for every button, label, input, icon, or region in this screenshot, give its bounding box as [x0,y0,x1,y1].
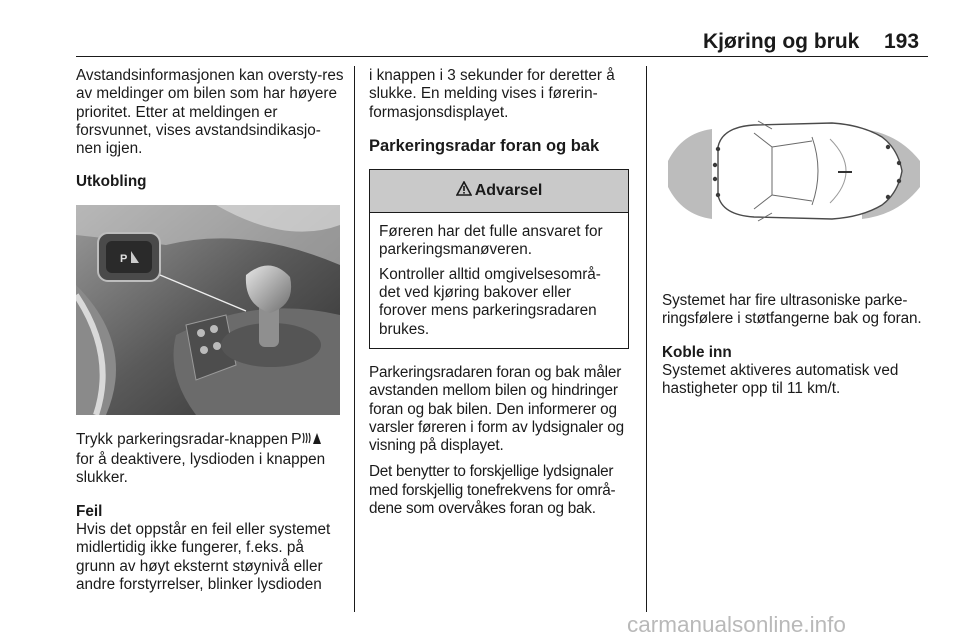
warning-paragraph-2: Kontroller alltid omgivelsesområ-det ved kjøring bakover eller forover mens parkeringsradaren brukes. [379,265,601,338]
column-divider-1 [354,66,355,612]
gear-console-photo [76,205,340,415]
warning-paragraph-1: Føreren har det fulle ansvaret for parkeringsmanøveren. [379,223,603,259]
column-divider-2 [646,66,647,612]
radar-paragraph-1: Parkeringsradaren foran og bak måler avstanden mellom bilen og hindringer foran og bak bilen. Den informerer og varsler føreren i form av lydsignaler og visning på displayet. [369,363,624,455]
koble-inn-heading: Koble inn [662,343,732,361]
utkobling-paragraph-2: for å deaktivere, lysdioden i knappen slukker. [76,451,326,487]
watermark: carmanualsonline.info [627,612,846,637]
intro-paragraph: Avstandsinformasjonen kan oversty-res av meldinger om bilen som har høyere prioritet. Etter at meldingen er forsvunnet, vises avstandsindikasjo-nen igjen. [76,67,344,158]
utkobling-paragraph: Trykk parkeringsradar-knappen P [76,430,346,451]
column-3 [662,67,932,398]
warning-title: Advarsel [474,182,543,200]
page-number: 193 [884,30,920,53]
header-rule [76,56,928,57]
sensor-description: Systemet har fire ultrasoniske parke-ringsfølere i støtfangerne bak og foran. [662,292,922,328]
column-2 [369,67,637,518]
utkobling-heading: Utkobling [76,173,147,191]
svg-text:P: P [120,252,128,265]
radar-paragraph-2: Det benytter to forskjellige lydsignaler med forskjellig tonefrekvens for områ-dene som overvåkes foran og bak. [369,463,616,518]
header-title: Kjøring og bruk [703,30,860,53]
parking-sensor-diagram [662,67,926,277]
warning-body [370,213,628,348]
feil-heading: Feil [76,502,103,520]
warning-triangle-icon [456,181,472,201]
continuation-paragraph: i knappen i 3 sekunder for deretter å slukke. En melding vises i førerin-formasjonsdisplayet. [369,67,615,121]
koble-inn-paragraph: Systemet aktiveres automatisk ved hastigheter opp til 11 km/t. [662,361,899,398]
section-heading: Parkeringsradar foran og bak [369,136,600,155]
feil-paragraph: Hvis det oppstår en feil eller systemet midlertidig ikke fungerer, f.eks. på grunn av høyt eksternt støynivå eller andre forstyrrelser, blinker lysdioden [76,520,331,593]
warning-header [370,170,628,213]
svg-text:P: P [290,430,302,446]
warning-box [369,169,629,349]
column-1 [76,67,346,594]
parking-radar-button-icon [291,430,321,451]
